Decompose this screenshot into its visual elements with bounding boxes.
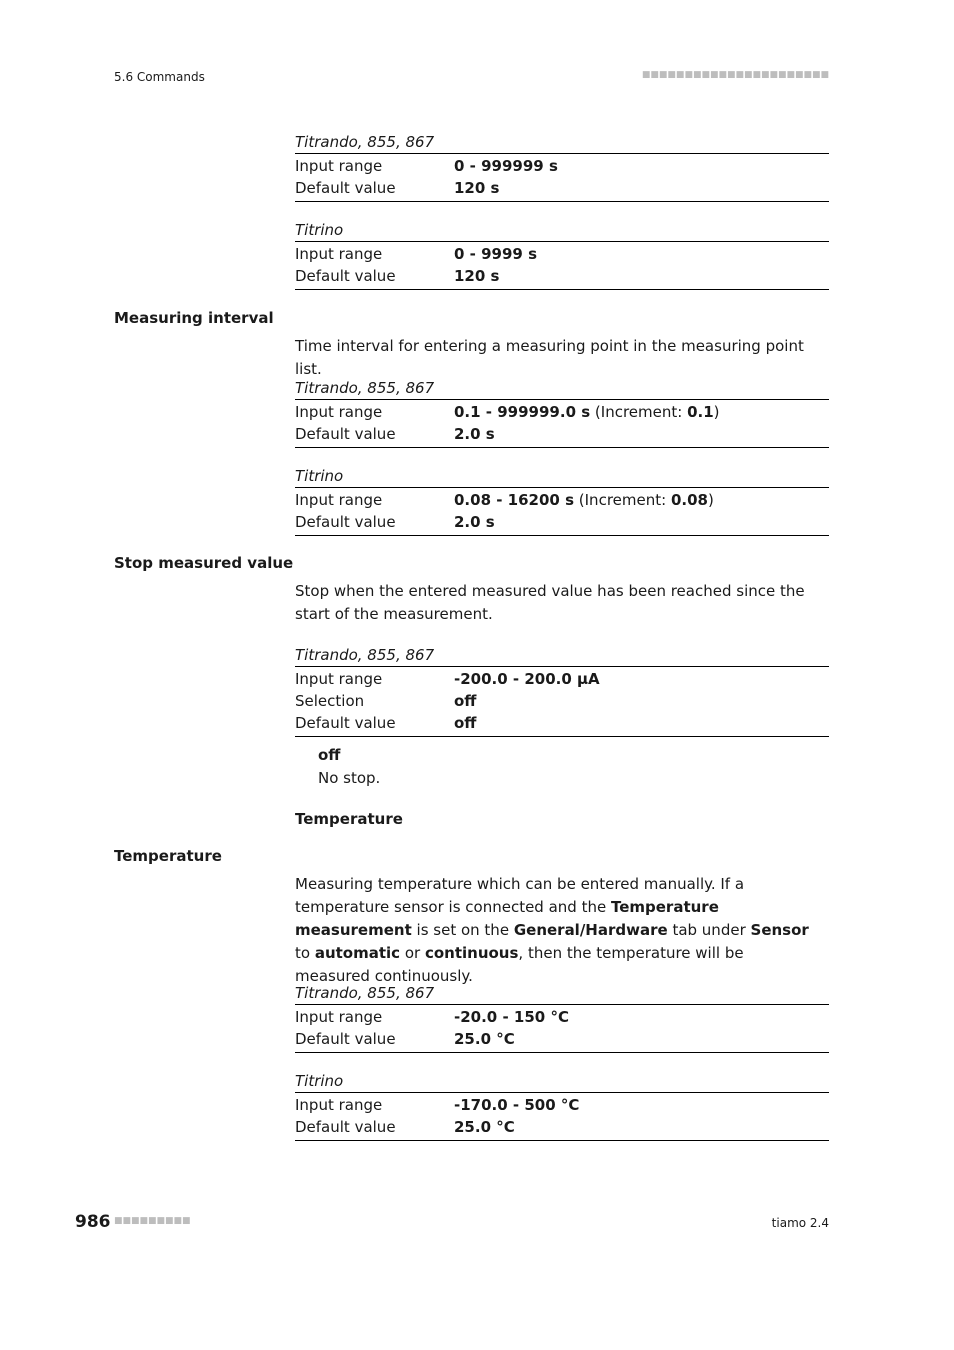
increment-value: 0.08	[670, 491, 708, 509]
table-row	[295, 1006, 829, 1028]
stop-measured-value-description: Stop when the entered measured value has been reached since the start of the measurement.	[295, 582, 805, 623]
row-key: Default value	[295, 513, 396, 531]
table-row	[295, 177, 829, 199]
table-titrando-temperature	[295, 982, 829, 1053]
row-value: 0.1 - 999999.0 s	[454, 403, 591, 421]
table-row	[295, 423, 829, 445]
table-row	[295, 489, 829, 511]
page-number: 986	[75, 1212, 111, 1232]
table-titrino-temperature	[295, 1070, 829, 1141]
increment-close: )	[713, 403, 720, 421]
table-row	[295, 668, 829, 690]
row-key: Default value	[295, 425, 396, 443]
row-key: Input range	[295, 1096, 383, 1114]
param-title-stop-measured-value: Stop measured value	[114, 554, 294, 572]
row-key: Input range	[295, 491, 383, 509]
table-caption: Titrino	[295, 1070, 829, 1093]
row-value: 2.0 s	[454, 513, 495, 531]
table-row	[295, 712, 829, 734]
table-titrino-timeout	[295, 219, 829, 290]
table-caption: Titrando, 855, 867	[295, 644, 829, 667]
row-value: 25.0 °C	[454, 1118, 515, 1136]
row-value: 120 s	[454, 267, 500, 285]
temperature-description: Measuring temperature which can be entered manually. If a temperature sensor is connected and the Temperature measurement is set on the General/Hardware tab under Sensor to automatic or continuous, then the temperature will be measured continuously.	[295, 875, 809, 985]
option-term-off: off	[318, 746, 341, 764]
table-titrando-stop-measured-value	[295, 644, 829, 737]
row-value: 0.08 - 16200 s	[454, 491, 575, 509]
table-titrino-measuring-interval	[295, 465, 829, 536]
table-titrando-measuring-interval	[295, 377, 829, 448]
table-row	[295, 690, 829, 712]
row-value: -200.0 - 200.0 µA	[454, 670, 600, 688]
row-key: Default value	[295, 179, 396, 197]
footer-decoration: ■■■■■■■■■	[114, 1216, 191, 1226]
running-header-section: 5.6 Commands	[114, 70, 205, 84]
table-titrando-timeout	[295, 131, 829, 202]
row-value: off	[454, 692, 477, 710]
row-value: 120 s	[454, 179, 500, 197]
table-row	[295, 265, 829, 287]
increment-label: (Increment:	[590, 403, 688, 421]
table-row	[295, 511, 829, 533]
table-caption: Titrando, 855, 867	[295, 982, 829, 1005]
row-key: Input range	[295, 1008, 383, 1026]
table-caption: Titrando, 855, 867	[295, 377, 829, 400]
row-key: Default value	[295, 267, 396, 285]
row-value: 2.0 s	[454, 425, 495, 443]
measuring-interval-description: Time interval for entering a measuring point in the measuring point list.	[295, 337, 804, 378]
row-value: 0 - 9999 s	[454, 245, 538, 263]
row-value: -20.0 - 150 °C	[454, 1008, 569, 1026]
table-row	[295, 1028, 829, 1050]
table-row	[295, 401, 829, 423]
table-row	[295, 155, 829, 177]
table-caption: Titrando, 855, 867	[295, 131, 829, 154]
row-key: Default value	[295, 1030, 396, 1048]
table-row	[295, 1094, 829, 1116]
increment-close: )	[707, 491, 714, 509]
option-description-off: No stop.	[318, 769, 381, 787]
row-key: Default value	[295, 1118, 396, 1136]
row-key: Input range	[295, 670, 383, 688]
param-title-temperature: Temperature	[114, 847, 222, 865]
footer-product: tiamo 2.4	[771, 1216, 829, 1230]
increment-label: (Increment:	[574, 491, 671, 509]
row-value: 25.0 °C	[454, 1030, 515, 1048]
row-key: Selection	[295, 692, 365, 710]
table-row	[295, 243, 829, 265]
row-key: Input range	[295, 403, 383, 421]
row-key: Default value	[295, 714, 396, 732]
row-key: Input range	[295, 245, 383, 263]
row-key: Input range	[295, 157, 383, 175]
row-value: -170.0 - 500 °C	[454, 1096, 580, 1114]
row-value: 0 - 999999 s	[454, 157, 558, 175]
table-caption: Titrino	[295, 219, 829, 242]
header-decoration: ■■■■■■■■■■■■■■■■■■■■■■	[641, 70, 829, 80]
section-heading-temperature: Temperature	[295, 810, 403, 828]
param-title-measuring-interval: Measuring interval	[114, 309, 274, 327]
table-row	[295, 1116, 829, 1138]
row-value: off	[454, 714, 477, 732]
increment-value: 0.1	[687, 403, 714, 421]
table-caption: Titrino	[295, 465, 829, 488]
